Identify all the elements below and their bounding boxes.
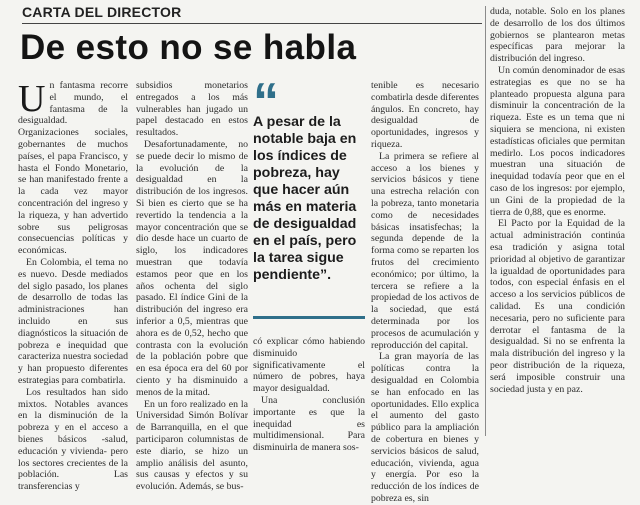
section-rule [22,23,482,24]
col4-paragraph-2: Un común denominador de esas estrategias es que no se ha planteado propuesta alguna para disminuir la concentración de la riqueza. Este es un tema que ni siquiera se menciona, ni existen estadísticas oficiales que permitan medirlo. Los pocos indicadores muestran una situación de inequidad todavía peor que en el caso de los ingresos: por ejemplo, un Gini de la propiedad de la tierra de 0,88, que es enorme. [490,64,625,218]
column-3 [371,80,479,504]
col3-paragraph-1: tenible es necesario combatirla desde diferentes ángulos. En concreto, hay desigualdad de oportunidades, ingresos y riqueza. [371,80,479,150]
column-2b [253,336,365,454]
section-label: CARTA DEL DIRECTOR [22,4,182,20]
dropcap: U [18,78,46,120]
pull-quote [253,73,365,324]
col1-paragraph-2: En Colombia, el tema no es nuevo. Desde mediados del siglo pasado, los planes de desarrollo de todas las administraciones han incluido en sus diagnósticos la situación de pobreza e inequidad que caracteriza nuestra sociedad y han propuesto diferentes estrategias para combatirla. [18,256,128,386]
col2b-paragraph-1: có explicar cómo habiendo disminuido significativamente el número de pobres, haya mayor desigualdad. [253,336,365,395]
column-2 [136,80,248,493]
column-1 [18,78,128,493]
column-4 [490,6,625,436]
headline: De esto no se habla [20,28,357,67]
col3-paragraph-3: La gran mayoría de las políticas contra la desigualdad en Colombia se han enfocado en las oportunidades. Ello explica el aumento del gasto público para la ampliación de cobertura en bienes y servicios básicos de salud, educación, vivienda, agua y energía. Por eso la reducción de los índices de pobreza es, sin [371,351,479,504]
col2-paragraph-3: En un foro realizado en la Universidad Simón Bolívar de Barranquilla, en el que participaron columnistas de este diario, se hizo un amplio análisis del asunto, sus causas y efectos y su evolución. Además, se bus- [136,398,248,493]
col4-paragraph-1: duda, notable. Solo en los planes de desarrollo de los dos últimos gobiernos se plantearon metas específicas para mejorar la distribución del ingreso. [490,6,625,65]
col2-paragraph-1: subsidios monetarios entregados a los más vulnerables han jugado un papel destacado en estos resultados. [136,80,248,139]
col1-paragraph-3: Los resultados han sido mixtos. Notables avances en la disminución de la pobreza y en el acceso a bienes básicos -salud, educación y vivienda- pero los sectores crecientes de la población. Las transferencias y [18,386,128,493]
col1-paragraph-1 [18,80,128,257]
col4-paragraph-3: El Pacto por la Equidad de la actual administración continúa esa tradición y asigna total prioridad al objetivo de garantizar la igualdad de oportunidades para todos, con especial énfasis en el acceso a los servicios públicos de calidad. Es una condición necesaria, pero no suficiente para derrotar el fantasma de la desigualdad. Si no se enfrenta la mala distribución del ingreso y la peor distribución de la riqueza, será imposible construir una sociedad justa y en paz. [490,218,625,395]
col3-paragraph-2: La primera se refiere al acceso a los bienes y servicios básicos y tiene una estrecha relación con la pobreza, tanto monetaria como de necesidades básicas insatisfechas; la segunda depende de la forma como se reparten los frutos del crecimiento económico; por último, la tercera se refiere a la propiedad de los activos de la sociedad, que está determinada por los procesos de acumulación y reproducción del capital. [371,150,479,351]
quote-mark-icon: “ [253,73,279,131]
pull-quote-rule [253,316,365,319]
col2-paragraph-2: Desafortunadamente, no se puede decir lo mismo de la evolución de la desigualdad en la distribución de los ingresos. Si bien es cierto que se ha revertido la tendencia a la mayor concentración que se dio desde hace un cuarto de siglo, los indicadores muestran que todavía estamos peor que en los años ochenta del siglo pasado. El índice Gini de la distribución del ingreso era inferior a 0,5, mientras que ahora es de 0,52, hecho que contrasta con la evolución de la población pobre que en esa época era del 60 por ciento y ha disminuido a menos de la mitad. [136,138,248,398]
col1-paragraph-1-text: n fantasma recorre el mundo, el fantasma de la desigualdad. Organizaciones sociales, gobernantes de muchos países, el papa Francisco, y hasta el Fondo Monetario, se han manifestado frente a la cada vez mayor concentración del ingreso y la riqueza, y han advertido sobre sus peligrosas consecuencias políticas y económicas. [18,80,128,257]
column-divider [485,6,486,436]
col2b-paragraph-2: Una conclusión importante es que la inequidad es multidimensional. Para disminuirla de manera sos- [253,394,365,454]
pull-quote-text: A pesar de la notable baja en los índices de pobreza, hay que hacer aún más en materia de desigualdad en el país, pero la tarea sigue pendiente”. [253,114,357,283]
